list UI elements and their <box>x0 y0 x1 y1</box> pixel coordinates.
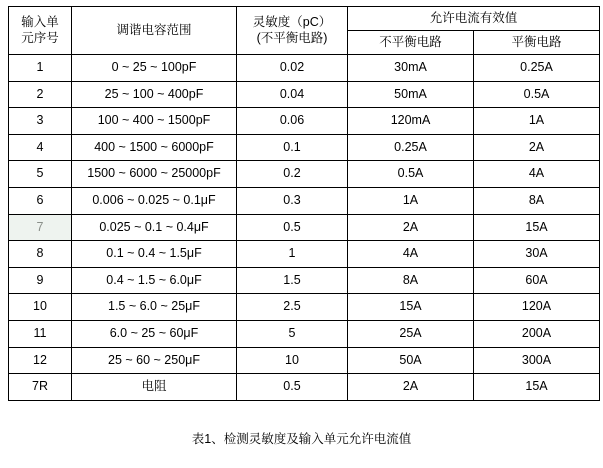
cell-sensitivity: 0.04 <box>237 81 348 108</box>
table-row <box>9 374 600 401</box>
cell-tuning-range: 25 ~ 100 ~ 400pF <box>72 81 237 108</box>
cell-current-balanced: 4A <box>474 161 600 188</box>
cell-tuning-range: 0.4 ~ 1.5 ~ 6.0μF <box>72 267 237 294</box>
column-header-current-group: 允许电流有效值 <box>348 7 600 31</box>
cell-current-balanced: 2A <box>474 134 600 161</box>
cell-current-balanced: 200A <box>474 320 600 347</box>
cell-unit-number: 4 <box>9 134 72 161</box>
table-body <box>9 55 600 401</box>
cell-current-unbalanced: 2A <box>348 214 474 241</box>
table-row <box>9 267 600 294</box>
table-row <box>9 214 600 241</box>
table-row <box>9 320 600 347</box>
cell-tuning-range: 0 ~ 25 ~ 100pF <box>72 55 237 82</box>
cell-tuning-range: 400 ~ 1500 ~ 6000pF <box>72 134 237 161</box>
cell-current-unbalanced: 4A <box>348 241 474 268</box>
cell-current-balanced: 120A <box>474 294 600 321</box>
cell-tuning-range: 0.1 ~ 0.4 ~ 1.5μF <box>72 241 237 268</box>
unit-number-line1: 输入单 <box>21 14 59 29</box>
table-row <box>9 347 600 374</box>
table-row <box>9 161 600 188</box>
cell-unit-number: 12 <box>9 347 72 374</box>
cell-current-balanced: 8A <box>474 187 600 214</box>
cell-sensitivity: 5 <box>237 320 348 347</box>
cell-current-unbalanced: 120mA <box>348 108 474 135</box>
table-row <box>9 134 600 161</box>
cell-sensitivity: 1.5 <box>237 267 348 294</box>
cell-unit-number: 3 <box>9 108 72 135</box>
cell-current-balanced: 15A <box>474 214 600 241</box>
cell-current-unbalanced: 30mA <box>348 55 474 82</box>
table-header-row-1 <box>9 7 600 31</box>
cell-current-unbalanced: 0.5A <box>348 161 474 188</box>
cell-current-balanced: 0.5A <box>474 81 600 108</box>
column-header-current-balanced: 平衡电路 <box>474 31 600 55</box>
sensitivity-line2: (不平衡电路) <box>256 30 328 45</box>
cell-current-balanced: 1A <box>474 108 600 135</box>
cell-tuning-range: 6.0 ~ 25 ~ 60μF <box>72 320 237 347</box>
cell-sensitivity: 0.5 <box>237 214 348 241</box>
cell-current-balanced: 15A <box>474 374 600 401</box>
cell-current-balanced: 30A <box>474 241 600 268</box>
cell-tuning-range: 25 ~ 60 ~ 250μF <box>72 347 237 374</box>
column-header-tuning-range: 调谐电容范围 <box>72 7 237 55</box>
cell-unit-number: 5 <box>9 161 72 188</box>
cell-sensitivity: 0.2 <box>237 161 348 188</box>
cell-sensitivity: 2.5 <box>237 294 348 321</box>
unit-number-line2: 元序号 <box>21 30 59 45</box>
sensitivity-line1: 灵敏度（pC） <box>252 14 332 29</box>
cell-current-unbalanced: 0.25A <box>348 134 474 161</box>
cell-tuning-range: 电阻 <box>72 374 237 401</box>
cell-sensitivity: 0.02 <box>237 55 348 82</box>
cell-unit-number: 10 <box>9 294 72 321</box>
cell-unit-number: 9 <box>9 267 72 294</box>
table-caption: 表1、检测灵敏度及输入单元允许电流值 <box>191 431 412 446</box>
cell-unit-number: 6 <box>9 187 72 214</box>
spec-table <box>8 6 600 401</box>
cell-current-balanced: 0.25A <box>474 55 600 82</box>
cell-sensitivity: 0.3 <box>237 187 348 214</box>
cell-current-unbalanced: 8A <box>348 267 474 294</box>
cell-tuning-range: 1.5 ~ 6.0 ~ 25μF <box>72 294 237 321</box>
cell-current-unbalanced: 50A <box>348 347 474 374</box>
column-header-unit-number <box>9 7 72 55</box>
table-row <box>9 108 600 135</box>
cell-sensitivity: 0.5 <box>237 374 348 401</box>
cell-current-unbalanced: 25A <box>348 320 474 347</box>
cell-tuning-range: 100 ~ 400 ~ 1500pF <box>72 108 237 135</box>
table-row <box>9 294 600 321</box>
cell-unit-number: 1 <box>9 55 72 82</box>
cell-current-balanced: 300A <box>474 347 600 374</box>
cell-unit-number: 7 <box>9 214 72 241</box>
table-row <box>9 241 600 268</box>
cell-unit-number: 7R <box>9 374 72 401</box>
cell-unit-number: 11 <box>9 320 72 347</box>
table-row <box>9 81 600 108</box>
cell-current-unbalanced: 2A <box>348 374 474 401</box>
cell-sensitivity: 10 <box>237 347 348 374</box>
cell-sensitivity: 0.06 <box>237 108 348 135</box>
cell-current-unbalanced: 15A <box>348 294 474 321</box>
column-header-current-unbalanced: 不平衡电路 <box>348 31 474 55</box>
cell-sensitivity: 1 <box>237 241 348 268</box>
cell-current-balanced: 60A <box>474 267 600 294</box>
table-row <box>9 55 600 82</box>
table-row <box>9 187 600 214</box>
cell-current-unbalanced: 1A <box>348 187 474 214</box>
cell-sensitivity: 0.1 <box>237 134 348 161</box>
cell-tuning-range: 0.025 ~ 0.1 ~ 0.4μF <box>72 214 237 241</box>
cell-unit-number: 2 <box>9 81 72 108</box>
cell-current-unbalanced: 50mA <box>348 81 474 108</box>
cell-unit-number: 8 <box>9 241 72 268</box>
cell-tuning-range: 0.006 ~ 0.025 ~ 0.1μF <box>72 187 237 214</box>
column-header-sensitivity <box>237 7 348 55</box>
cell-tuning-range: 1500 ~ 6000 ~ 25000pF <box>72 161 237 188</box>
table-header <box>9 7 600 55</box>
